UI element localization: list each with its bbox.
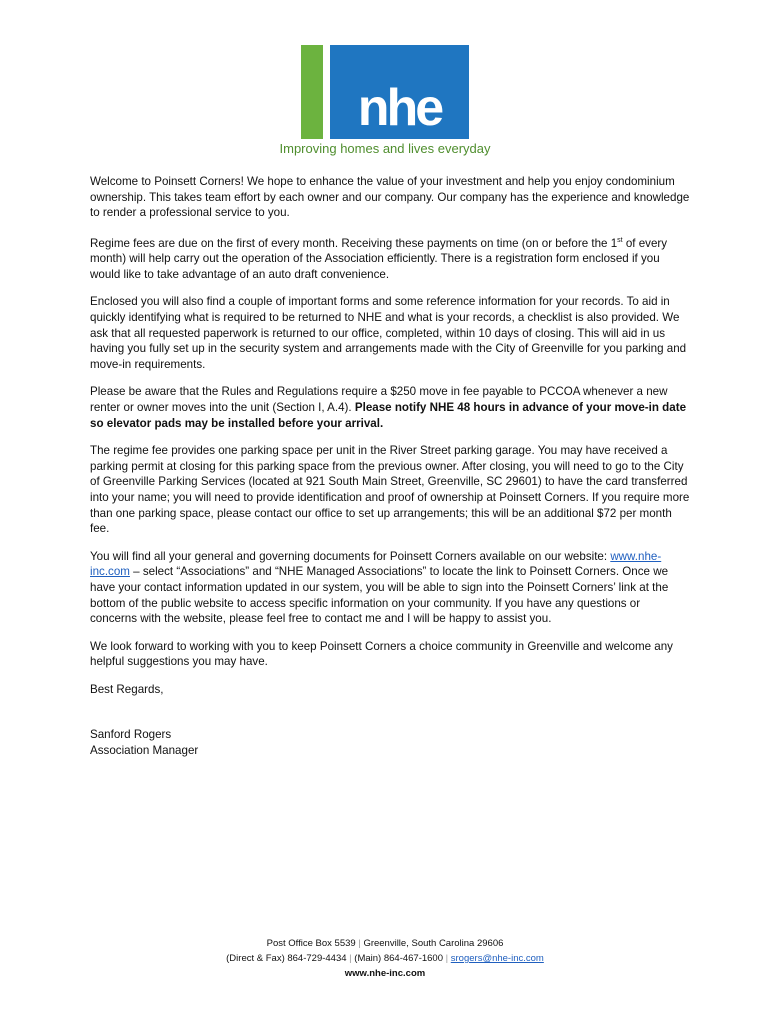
signature-name: Sanford Rogers <box>90 728 172 742</box>
footer-separator: | <box>358 938 361 949</box>
footer-email-link[interactable]: srogers@nhe-inc.com <box>450 953 544 964</box>
footer-direct-phone: (Direct & Fax) 864-729-4434 <box>226 953 347 964</box>
paragraph-move-in-fee <box>90 384 690 431</box>
footer-city: Greenville, South Carolina 29606 <box>363 938 504 949</box>
footer-website[interactable]: www.nhe-inc.com <box>344 968 426 979</box>
footer-separator: | <box>445 953 449 964</box>
move-in-notice-bold: Please notify NHE 48 hours in advance of your move-in date so elevator pads may be installed before your arrival. <box>90 400 687 430</box>
letterhead-footer <box>0 936 770 981</box>
paragraph-regime-fees <box>90 233 690 283</box>
regime-fees-text-a: Regime fees are due on the first of every month. Receiving these payments on time (on or before the 1 <box>90 236 618 250</box>
nhe-logo <box>301 45 469 139</box>
website-text-b: – select “Associations” and “NHE Managed Associations” to locate the link to Poinsett Corners. Once we have your contact information updated in our system, you will be able to sign into the Poinsett Corners’ link at the bottom of the public website to access specific information on your community. If you have any questions or concerns with the website, please feel free to contact me and I will be happy to assist you. <box>90 565 669 626</box>
letter-body <box>90 174 690 759</box>
paragraph-website <box>90 549 690 627</box>
signature-title: Association Manager <box>90 744 199 758</box>
footer-contact-line <box>0 951 770 966</box>
footer-address-line <box>0 936 770 951</box>
logo-green-bar <box>301 45 323 139</box>
closing-salutation: Best Regards, <box>90 682 164 696</box>
move-in-fee-text: Please be aware that the Rules and Regulations require a $250 move in fee payable to PCCOA whenever a new renter or owner moves into the unit (Section I, A.4). <box>90 385 668 414</box>
website-text-a: You will find all your general and governing documents for Poinsett Corners available on our website: <box>90 549 611 563</box>
footer-po-box: Post Office Box 5539 <box>266 938 356 949</box>
ordinal-superscript: st <box>617 236 623 244</box>
paragraph-enclosed-forms: Enclosed you will also find a couple of important forms and some reference information for your records. To aid in quickly identifying what is required to be returned to NHE and what is your records, a checklist is also provided. We ask that all requested paperwork is returned to our office, completed, within 10 days of closing. This will aid in us having you fully set up in the security system and arrangements made with the City of Greenville for you parking and move-in requirements. <box>90 295 687 371</box>
paragraph-welcome: Welcome to Poinsett Corners! We hope to enhance the value of your investment and help you enjoy condominium ownership. This takes team effort by each owner and our company. Our company has the experience and knowledge to render a professional service to you. <box>90 175 690 220</box>
logo-blue-block <box>330 45 469 139</box>
paragraph-closing-remarks: We look forward to working with you to keep Poinsett Corners a choice community in Greenville and welcome any helpful suggestions you may have. <box>90 639 673 669</box>
website-link[interactable]: www.nhe-inc.com <box>90 549 662 579</box>
logo-tagline: Improving homes and lives everyday <box>279 141 491 156</box>
logo-text: nhe <box>357 79 442 137</box>
footer-separator: | <box>349 953 352 964</box>
paragraph-parking: The regime fee provides one parking space per unit in the River Street parking garage. You may have received a parking permit at closing for this parking space from the previous owner. After closing, you will need to go to the City of Greenville Parking Services (located at 921 South Main Street, Greenville, SC 29601) to have the card transferred into your name; you will need to provide identification and proof of ownership at Poinsett Corners. If you require more than one parking space, please contact our office to set up arrangements; this will be an additional $72 per month fee. <box>90 444 690 536</box>
regime-fees-text-b: of every month) will help carry out the operation of the Association efficiently. There is a registration form enclosed if you would like to take advantage of an auto draft convenience. <box>90 236 668 281</box>
footer-main-phone: (Main) 864-467-1600 <box>354 953 444 964</box>
